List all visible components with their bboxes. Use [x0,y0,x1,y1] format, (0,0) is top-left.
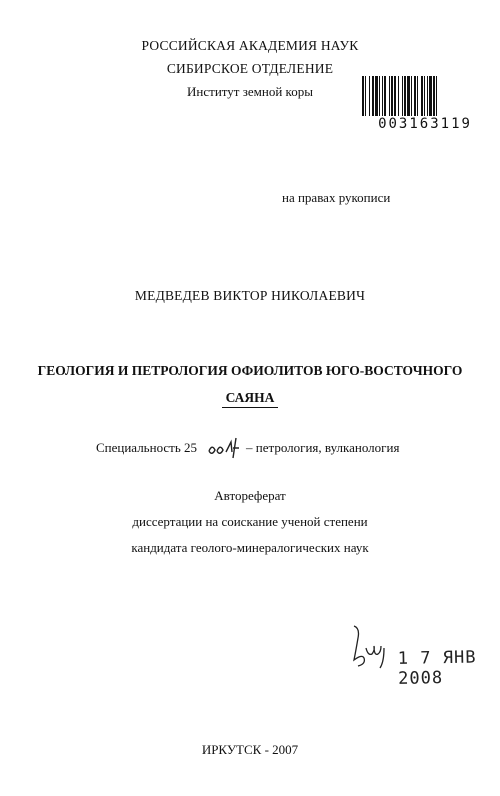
barcode-bar [404,76,406,116]
institute-name: Институт земной коры [187,84,313,99]
specialty-description: – петрология, вулканология [246,440,400,455]
barcode-bar [417,76,418,116]
barcode-bar [436,76,437,116]
barcode-bar [433,76,435,116]
specialty-prefix: Специальность 25 [96,440,198,455]
author-name: МЕДВЕДЕВ ВИКТОР НИКОЛАЕВИЧ [134,288,366,303]
handwritten-code [206,434,244,460]
abstract-line3: кандидата геолого-минералогических наук [131,540,369,555]
library-barcode [360,76,490,134]
barcode-bar [424,76,425,116]
barcode-bar [365,76,366,116]
barcode-number: 003163119 [378,116,472,132]
abstract-line2: диссертации на соискание ученой степени [132,514,368,529]
city-year: ИРКУТСК - 2007 [201,742,299,757]
branch-name: СИБИРСКОЕ ОТДЕЛЕНИЕ [166,61,334,76]
barcode-bar [382,76,383,116]
title-underline [222,407,278,408]
barcode-bar [411,76,412,116]
barcode-bar [369,76,370,116]
barcode-bar [407,76,410,116]
barcode-bar [402,76,403,116]
barcode-bar [379,76,380,116]
barcode-bar [414,76,416,116]
barcode-bar [427,76,428,116]
barcode-bar [391,76,393,116]
rights-note: на правах рукописи [282,190,391,205]
barcode-bar [389,76,390,116]
handwritten-signature [340,618,400,678]
thesis-title-line2: САЯНА [225,390,275,405]
barcode-bar [375,76,378,116]
barcode-bar [384,76,386,116]
received-date-stamp: 1 7 ЯНВ 2008 [397,647,477,689]
academy-name: РОССИЙСКАЯ АКАДЕМИЯ НАУК [141,38,359,53]
barcode-bar [372,76,374,116]
barcode-bars [360,76,490,116]
abstract-label: Автореферат [214,488,286,503]
barcode-bar [421,76,423,116]
barcode-bar [398,76,399,116]
barcode-bar [362,76,364,116]
thesis-title-line1: ГЕОЛОГИЯ И ПЕТРОЛОГИЯ ОФИОЛИТОВ ЮГО-ВОСТОЧНОГО [37,363,463,378]
barcode-bar [429,76,432,116]
barcode-bar [394,76,396,116]
